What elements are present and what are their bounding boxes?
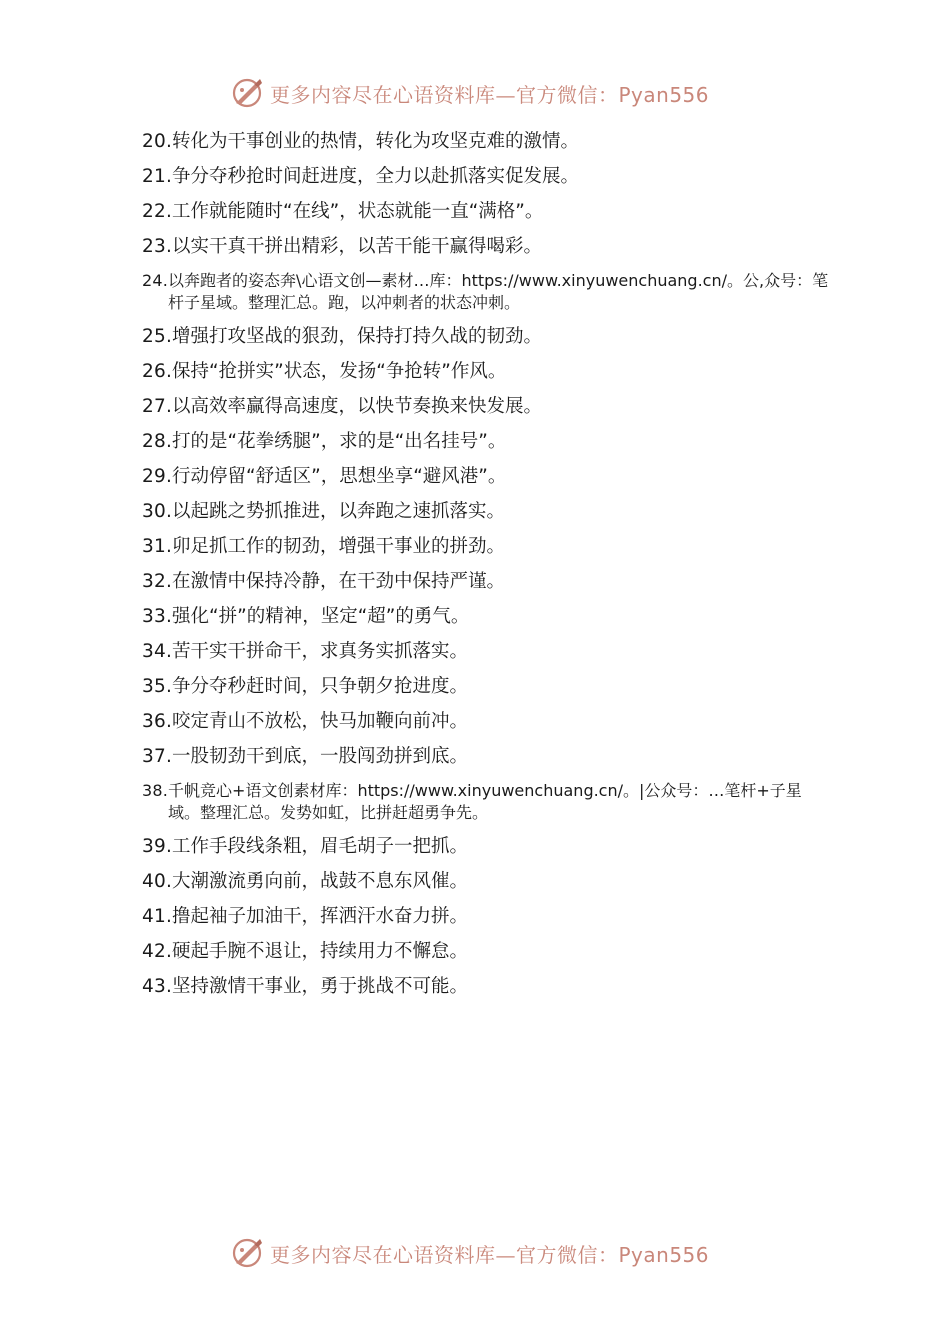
wechat-id: Pyan556 xyxy=(618,1242,710,1267)
list-item: 31. 卯足抓工作的韧劲，增强干事业的拼劲。 xyxy=(142,536,506,557)
list-item: 33. 强化“拼”的精神，坚定“超”的勇气。 xyxy=(142,606,470,627)
list-item: 29. 行动停留“舒适区”，思想坐享“避风港”。 xyxy=(142,466,507,487)
list-item: 38. 千帆竞心+语文创素材库：https://www.xinyuwenchuang.cn/。|公众号：…笔杆+子星域。整理汇总。发势如虹，比拼赶超勇争先。 xyxy=(142,781,802,822)
list-item: 22. 工作就能随时“在线”，状态就能一直“满格”。 xyxy=(142,201,544,222)
list-item: 30. 以起跳之势抓推进，以奔跑之速抓落实。 xyxy=(142,501,506,522)
list-item: 36. 咬定青山不放松，快马加鞭向前冲。 xyxy=(142,711,469,732)
list-item: 21. 争分夺秒抢时间赶进度，全力以赴抓落实促发展。 xyxy=(142,166,580,187)
header-banner-text: 更多内容尽在心语资料库—官方微信：Pyan556 xyxy=(270,82,710,107)
list-item: 42. 硬起手腕不退让，持续用力不懈怠。 xyxy=(142,941,469,962)
list-item: 27. 以高效率赢得高速度，以快节奏换来快发展。 xyxy=(142,396,543,417)
list-item: 43. 坚持激情干事业，勇于挑战不可能。 xyxy=(142,976,469,997)
pen-logo-icon xyxy=(230,75,266,111)
list-item: 40. 大潮激流勇向前，战鼓不息东风催。 xyxy=(142,871,469,892)
header-banner xyxy=(230,73,730,113)
list-item: 41. 撸起袖子加油干，挥洒汗水奋力拼。 xyxy=(142,906,469,927)
footer-banner-text: 更多内容尽在心语资料库—官方微信：Pyan556 xyxy=(270,1242,710,1267)
list-item: 35. 争分夺秒赶时间，只争朝夕抢进度。 xyxy=(142,676,469,697)
slogan-list xyxy=(142,124,832,1004)
list-item: 25. 增强打攻坚战的狠劲，保持打持久战的韧劲。 xyxy=(142,326,543,347)
pen-logo-icon xyxy=(230,1235,266,1271)
footer-banner xyxy=(230,1233,730,1273)
list-item: 39. 工作手段线条粗，眉毛胡子一把抓。 xyxy=(142,836,469,857)
list-item: 24. 以奔跑者的姿态奔\心语文创—素材…库：https://www.xinyuwenchuang.cn/。公,众号：笔杆子星域。整理汇总。跑，以冲刺者的状态冲刺。 xyxy=(142,271,829,312)
list-item: 32. 在激情中保持冷静，在干劲中保持严谨。 xyxy=(142,571,506,592)
list-item: 37. 一股韧劲干到底，一股闯劲拼到底。 xyxy=(142,746,469,767)
list-item: 34. 苦干实干拼命干，求真务实抓落实。 xyxy=(142,641,469,662)
list-item: 28. 打的是“花拳绣腿”，求的是“出名挂号”。 xyxy=(142,431,507,452)
list-item: 26. 保持“抢拼实”状态，发扬“争抢转”作风。 xyxy=(142,361,507,382)
list-item: 23. 以实干真干拼出精彩，以苦干能干赢得喝彩。 xyxy=(142,236,543,257)
list-item: 20. 转化为干事创业的热情，转化为攻坚克难的激情。 xyxy=(142,131,580,152)
wechat-id: Pyan556 xyxy=(618,82,710,107)
